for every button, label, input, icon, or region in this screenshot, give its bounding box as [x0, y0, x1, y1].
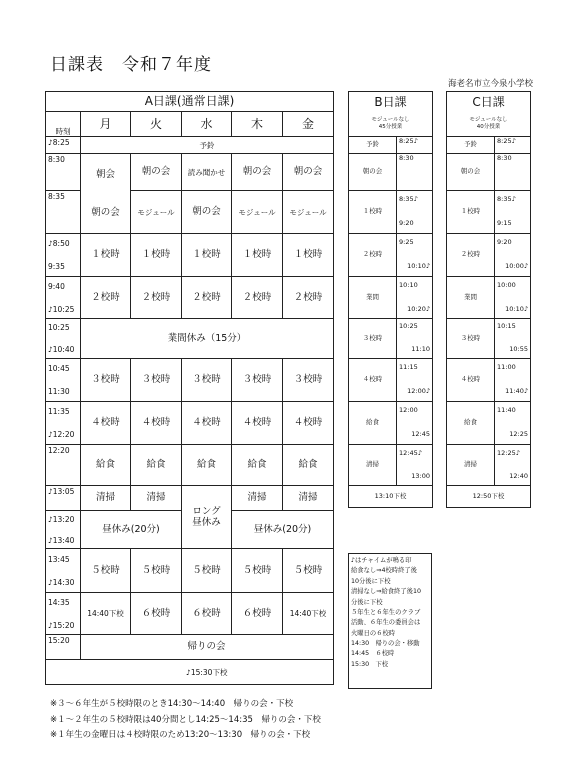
p5-cell: ５校時: [81, 549, 131, 593]
p4-cell: ４校時: [81, 402, 131, 445]
c-row-t2: 12:25: [509, 430, 529, 438]
b-dismiss: 13:10下校: [349, 486, 433, 508]
note-line: 分後に下校: [351, 598, 383, 606]
b-schedule-title: B日課: [349, 92, 433, 112]
p2-cell: ２校時: [131, 277, 182, 319]
fri-dismiss-cell: 14:40下校: [283, 593, 334, 635]
b-row-t1: 12:45♪: [399, 448, 422, 457]
p2-cell: ２校時: [232, 277, 283, 319]
time-cell: ♪10:25: [48, 304, 75, 314]
b-asa-time: 8:30: [397, 154, 433, 191]
time-cell: ♪8:50: [48, 239, 70, 248]
b-row-t1: 10:25: [399, 322, 418, 331]
thu-asanokai: 朝の会: [232, 154, 283, 191]
time-cell: 13:45: [48, 554, 70, 564]
time-cell: 11:35: [48, 407, 70, 416]
b-row-label: 清掃: [349, 445, 397, 486]
p1-cell: １校時: [81, 234, 131, 277]
lunch-cell: 給食: [81, 445, 131, 486]
b-note-cell: [349, 112, 433, 137]
p3-cell: ３校時: [131, 359, 182, 402]
time-cell: ♪13:40: [48, 535, 75, 545]
time-cell: ♪15:20: [48, 620, 75, 630]
day-mon: 月: [81, 112, 131, 137]
recess-cell: 昼休み(20分): [81, 511, 182, 549]
note-line: 活動、６年生の委員会は: [351, 619, 421, 627]
time-cell: ♪8:25: [46, 137, 81, 154]
c-row-t2: 10:55: [509, 345, 529, 353]
day-tue: 火: [131, 112, 182, 137]
time-header: 時刻: [46, 112, 81, 137]
c-row-t1: 10:15: [497, 322, 516, 331]
p4-cell: ４校時: [131, 402, 182, 445]
c-row-t1: 9:20: [497, 238, 512, 247]
p6-cell: ６校時: [131, 593, 182, 635]
time-cell: ♪13:05: [46, 486, 81, 511]
footnote: ※１～２年生の５校時限は40分間とし14:25～14:35 帰りの会・下校: [50, 714, 321, 725]
page-title: 日課表 令和７年度: [50, 55, 212, 75]
b-row-label: １校時: [349, 191, 397, 234]
b-row-t2: 10:20♪: [407, 304, 431, 313]
c-dismiss: 12:50下校: [447, 486, 531, 508]
dismissal-cell: ♪15:30下校: [81, 660, 334, 685]
time-cell: 9:40: [48, 281, 65, 291]
p5-cell: ５校時: [131, 549, 182, 593]
p5-cell: ５校時: [232, 549, 283, 593]
time-cell: 14:35: [48, 597, 70, 607]
time-cell: 12:20: [46, 445, 81, 486]
day-fri: 金: [283, 112, 334, 137]
mon-asanokai: 朝の会: [91, 206, 120, 218]
day-wed: 水: [182, 112, 232, 137]
b-yorei: 予鈴: [349, 137, 397, 154]
school-name: 海老名市立今泉小学校: [448, 79, 534, 89]
c-schedule-table: [446, 91, 531, 508]
c-note: モジュールなし: [469, 116, 508, 123]
b-note: 45分授業: [378, 123, 403, 130]
wed-asanokai: 朝の会: [182, 191, 232, 234]
mon-dismiss-cell: 14:40下校: [81, 593, 131, 635]
p3-cell: ３校時: [81, 359, 131, 402]
time-cell: 8:35: [46, 191, 81, 234]
lunch-cell: 給食: [182, 445, 232, 486]
long-recess-label: 昼休み: [192, 517, 221, 528]
p1-cell: １校時: [182, 234, 232, 277]
note-line: ♪はチャイムが鳴る印: [351, 557, 412, 564]
clean-cell: 清掃: [81, 486, 131, 511]
b-row-t1: 9:25: [399, 238, 414, 247]
p1-cell: １校時: [232, 234, 283, 277]
p2-cell: ２校時: [283, 277, 334, 319]
time-cell: 11:30: [48, 387, 70, 396]
mon-chokai: 朝会: [95, 168, 115, 180]
wed-yomikikase: 読み聞かせ: [182, 154, 232, 191]
tue-asanokai: 朝の会: [131, 154, 182, 191]
day-thu: 木: [232, 112, 283, 137]
clean-cell: 清掃: [283, 486, 334, 511]
c-note: 40分授業: [476, 123, 501, 130]
c-asanokai: 朝の会: [447, 154, 495, 191]
c-row-t2: 9:15: [497, 219, 512, 227]
p3-cell: ３校時: [232, 359, 283, 402]
notes-box: [348, 553, 432, 689]
clean-cell: 清掃: [131, 486, 182, 511]
p1-cell: １校時: [131, 234, 182, 277]
p1-cell: １校時: [283, 234, 334, 277]
p4-cell: ４校時: [283, 402, 334, 445]
mon-morning-cell: [81, 154, 131, 234]
dismiss-spacer: [46, 660, 81, 685]
footnote: ※１年生の金曜日は４校時限のため13:20～13:30 帰りの会・下校: [50, 730, 311, 740]
b-schedule-table: [348, 91, 433, 508]
c-row-t1: 11:00: [497, 363, 516, 372]
long-recess-label: ロング: [192, 505, 221, 517]
b-row-t2: 12:45: [411, 430, 431, 438]
time-cell: ♪13:20: [48, 514, 75, 524]
p3-cell: ３校時: [283, 359, 334, 402]
p4-cell: ４校時: [232, 402, 283, 445]
note-line: 15:30 下校: [351, 660, 389, 668]
b-row-t2: 12:00♪: [407, 387, 431, 395]
note-line: ５年生と６年生のクラブ: [351, 608, 421, 616]
note-line: 14:45 ６校時: [351, 650, 395, 658]
thu-module: モジュール: [232, 191, 283, 234]
homeroom-spacer: [81, 635, 131, 660]
fri-module: モジュール: [283, 191, 334, 234]
c-row-label: ３校時: [447, 319, 495, 359]
time-cell: 15:20: [46, 635, 81, 660]
b-row-t2: 13:00: [411, 471, 431, 480]
p6-cell: ６校時: [182, 593, 232, 635]
footnote: ※３～６年生が５校時限のとき14:30～14:40 帰りの会・下校: [50, 699, 294, 709]
b-row-t2: 9:20: [399, 219, 414, 227]
c-row-label: 業間: [447, 277, 495, 319]
b-row-label: ４校時: [349, 359, 397, 402]
p6-cell: ６校時: [232, 593, 283, 635]
c-row-t1: 11:40: [497, 406, 516, 415]
p5-cell: ５校時: [182, 549, 232, 593]
b-row-t1: 10:10: [399, 280, 418, 289]
b-row-t2: 11:10: [411, 345, 431, 353]
note-line: 火曜日の６校時: [351, 629, 396, 637]
a-schedule-table: [45, 91, 334, 685]
c-asa-time: 8:30: [495, 154, 531, 191]
p4-cell: ４校時: [182, 402, 232, 445]
homeroom-cell: 帰りの会: [131, 635, 283, 660]
c-row-t2: 12:40: [509, 471, 529, 480]
c-yorei-time: 8:25♪: [495, 137, 531, 154]
p2-cell: ２校時: [81, 277, 131, 319]
c-row-label: 給食: [447, 402, 495, 445]
note-line: 給食なし⇒4校時終了後: [351, 567, 417, 575]
note-line: 14:30 帰りの会・移動: [351, 640, 420, 647]
c-row-label: 清掃: [447, 445, 495, 486]
b-yorei-time: 8:25♪: [397, 137, 433, 154]
time-cell: 9:35: [48, 262, 65, 271]
recess-cell: 昼休み(20分): [232, 511, 334, 549]
clean-cell: 清掃: [232, 486, 283, 511]
footnotes: [50, 697, 321, 744]
b-asanokai: 朝の会: [349, 154, 397, 191]
long-recess-cell: [182, 486, 232, 549]
c-row-t1: 12:25♪: [497, 448, 520, 457]
b-row-label: 業間: [349, 277, 397, 319]
c-row-label: ２校時: [447, 234, 495, 277]
lunch-cell: 給食: [131, 445, 182, 486]
yorei-cell: 予鈴: [81, 137, 334, 154]
c-row-t2: 10:10♪: [505, 304, 529, 313]
break-cell: 業間休み（15分）: [81, 319, 334, 359]
c-row-t2: 10:00♪: [505, 262, 529, 270]
b-row-t1: 11:15: [399, 363, 418, 372]
c-yorei: 予鈴: [447, 137, 495, 154]
note-line: 清掃なし⇒給食終了後10: [351, 588, 421, 596]
b-note: モジュールなし: [371, 116, 410, 123]
c-note-cell: [447, 112, 531, 137]
c-row-t1: 8:35♪: [497, 195, 516, 204]
note-line: 10分後に下校: [351, 577, 391, 585]
time-cell: 10:25: [48, 323, 70, 332]
p5-cell: ５校時: [283, 549, 334, 593]
homeroom-spacer: [283, 635, 334, 660]
time-cell: ♪10:40: [48, 345, 75, 354]
b-row-label: ２校時: [349, 234, 397, 277]
fri-asanokai: 朝の会: [283, 154, 334, 191]
a-schedule-title: A日課(通常日課): [46, 92, 334, 112]
b-row-t2: 10:10♪: [407, 262, 431, 270]
c-schedule-title: C日課: [447, 92, 531, 112]
c-row-label: ４校時: [447, 359, 495, 402]
b-row-label: ３校時: [349, 319, 397, 359]
p3-cell: ３校時: [182, 359, 232, 402]
c-row-t1: 10:00: [497, 280, 516, 289]
time-cell: 10:45: [48, 364, 70, 373]
c-row-label: １校時: [447, 191, 495, 234]
lunch-cell: 給食: [232, 445, 283, 486]
time-cell: ♪14:30: [48, 577, 75, 587]
time-cell: ♪12:20: [48, 430, 75, 439]
time-cell: 8:30: [46, 154, 81, 191]
p2-cell: ２校時: [182, 277, 232, 319]
b-row-label: 給食: [349, 402, 397, 445]
tue-module: モジュール: [131, 191, 182, 234]
b-row-t1: 12:00: [399, 406, 418, 415]
b-row-t1: 8:35♪: [399, 195, 418, 204]
c-row-t2: 11:40♪: [505, 387, 529, 395]
lunch-cell: 給食: [283, 445, 334, 486]
